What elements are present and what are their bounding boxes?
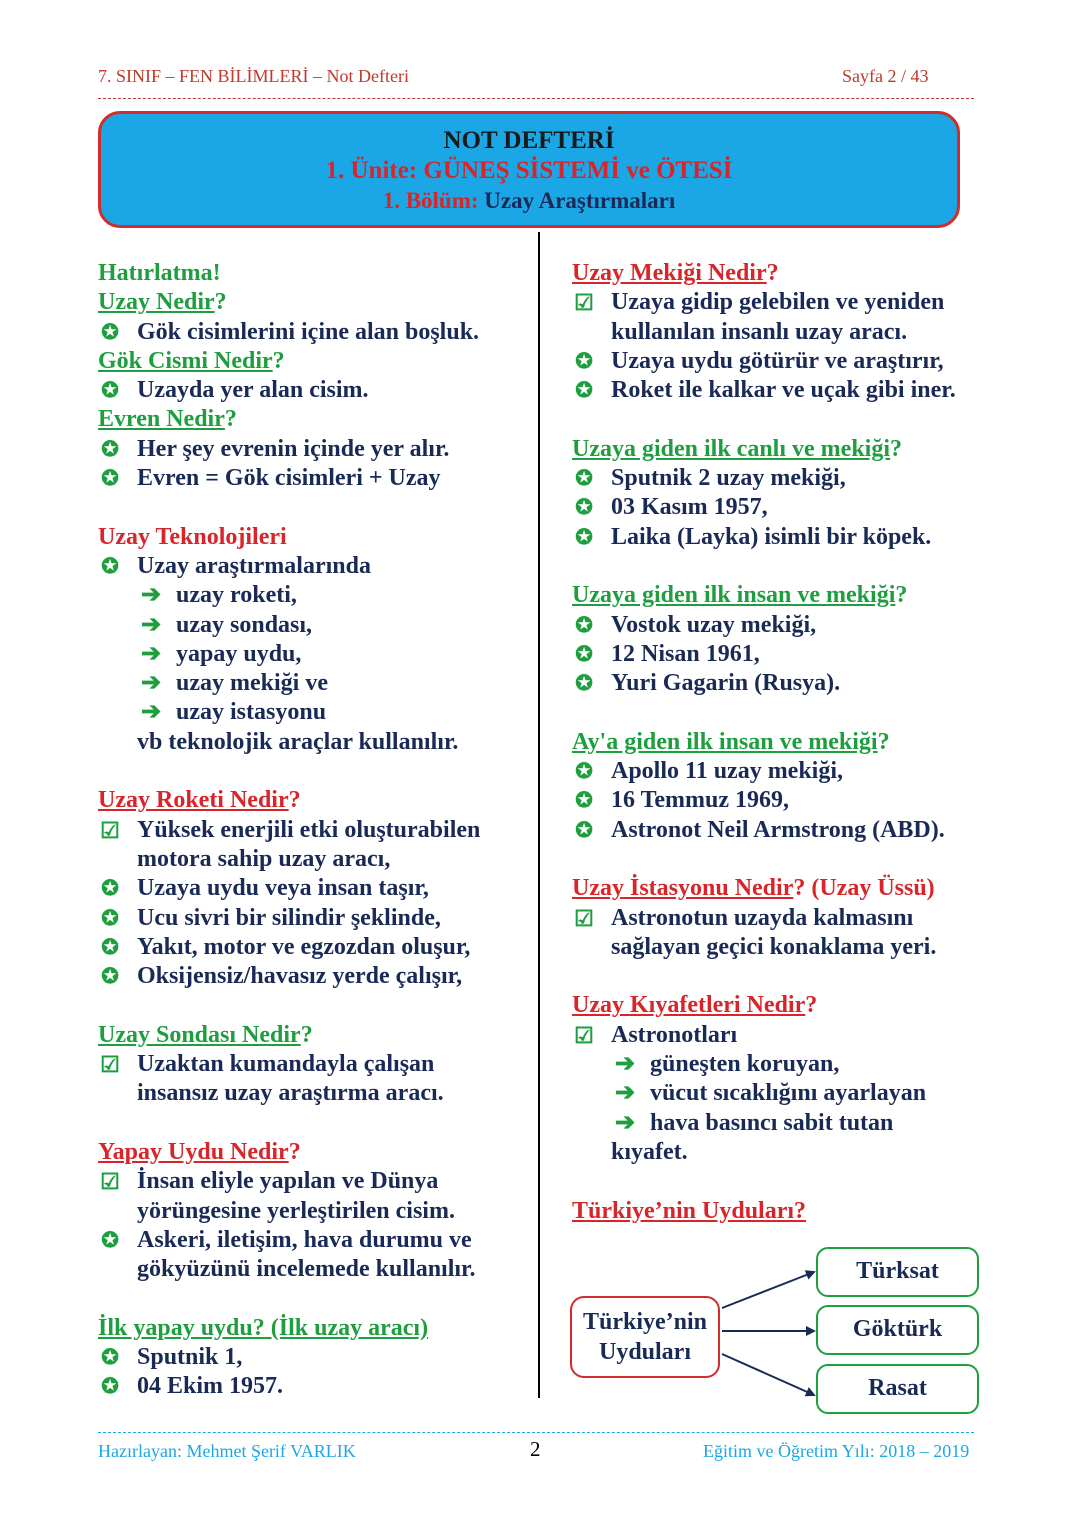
list-item: ✪ Apollo 11 uzay mekiği, bbox=[572, 757, 1012, 786]
text-line: vb teknolojik araçlar kullanılır. bbox=[137, 728, 459, 755]
arrow-right-icon: ➔ bbox=[140, 582, 162, 609]
sub-item: ➔ uzay sondası, bbox=[98, 611, 528, 640]
checkbox-icon: ☑ bbox=[100, 1169, 120, 1195]
question-heading: Gök Cismi Nedir? bbox=[98, 347, 285, 374]
checkbox-icon: ☑ bbox=[100, 1052, 120, 1078]
star-icon: ✪ bbox=[101, 436, 119, 461]
reminder-heading: Hatırlatma! bbox=[98, 260, 221, 286]
star-icon: ✪ bbox=[101, 466, 119, 491]
star-icon: ✪ bbox=[575, 641, 593, 666]
definition-item: ☑ Uzaktan kumandayla çalışan bbox=[98, 1050, 528, 1079]
star-icon: ✪ bbox=[101, 1227, 119, 1252]
question-heading: Yapay Uydu Nedir? bbox=[98, 1138, 301, 1165]
arrow-right-icon: ➔ bbox=[140, 699, 162, 726]
checkbox-icon: ☑ bbox=[100, 817, 120, 843]
list-item: ✪ 04 Ekim 1957. bbox=[98, 1372, 528, 1401]
page-indicator: Sayfa 2 / 43 bbox=[842, 66, 929, 86]
question-heading: Uzaya giden ilk insan ve mekiği? bbox=[572, 582, 908, 609]
left-column bbox=[98, 259, 528, 1402]
question-heading: Uzay Nedir? bbox=[98, 289, 227, 316]
star-icon: ✪ bbox=[575, 466, 593, 491]
arrow-right-icon: ➔ bbox=[614, 1109, 636, 1136]
list-item: ✪ Astronot Neil Armstrong (ABD). bbox=[572, 816, 1012, 845]
text-line: gökyüzünü incelemede kullanılır. bbox=[137, 1256, 476, 1283]
star-icon: ✪ bbox=[575, 348, 593, 373]
sub-item: ➔ yapay uydu, bbox=[98, 640, 528, 669]
star-icon: ✪ bbox=[101, 1344, 119, 1369]
list-item: ✪ Yakıt, motor ve egzozdan oluşur, bbox=[98, 933, 528, 962]
question-heading: Evren Nedir? bbox=[98, 406, 237, 433]
source-line: Türkiye’nin bbox=[582, 1309, 708, 1335]
definition-item: ☑ Uzaya gidip gelebilen ve yeniden bbox=[572, 288, 1012, 317]
list-item: ✪ Yuri Gagarin (Rusya). bbox=[572, 669, 1012, 698]
arrow-right-icon: ➔ bbox=[140, 611, 162, 638]
list-item: ✪ Ucu sivri bir silindir şeklinde, bbox=[98, 904, 528, 933]
star-icon: ✪ bbox=[101, 1374, 119, 1399]
star-icon: ✪ bbox=[575, 378, 593, 403]
text-line: sağlayan geçici konaklama yeri. bbox=[611, 933, 937, 960]
star-icon: ✪ bbox=[575, 495, 593, 520]
question-heading: Uzay Roketi Nedir? bbox=[98, 787, 301, 814]
star-icon: ✪ bbox=[101, 319, 119, 344]
star-icon: ✪ bbox=[575, 524, 593, 549]
page-number: 2 bbox=[530, 1437, 541, 1461]
question-heading: Uzay Kıyafetleri Nedir? bbox=[572, 992, 818, 1019]
arrow-to-rasat bbox=[722, 1354, 814, 1395]
text-line: kıyafet. bbox=[611, 1138, 688, 1165]
definition-item: ☑ Astronotun uzayda kalmasını bbox=[572, 904, 1012, 933]
footer-year: Eğitim ve Öğretim Yılı: 2018 – 2019 bbox=[703, 1441, 970, 1461]
unit-title: 1. Ünite: GÜNEŞ SİSTEMİ ve ÖTESİ bbox=[325, 157, 733, 184]
title-banner bbox=[98, 111, 960, 228]
right-column bbox=[572, 259, 1012, 1226]
list-item: ✪ Uzay araştırmalarında bbox=[98, 552, 528, 581]
sub-item: ➔ hava basıncı sabit tutan bbox=[572, 1109, 1012, 1138]
star-icon: ✪ bbox=[101, 964, 119, 989]
star-icon: ✪ bbox=[575, 671, 593, 696]
section-heading: Uzay Teknolojileri bbox=[98, 523, 287, 550]
sub-item: ➔ uzay mekiği ve bbox=[98, 669, 528, 698]
star-icon: ✪ bbox=[575, 759, 593, 784]
list-item: ✪ 03 Kasım 1957, bbox=[572, 493, 1012, 522]
list-item: ✪ Laika (Layka) isimli bir köpek. bbox=[572, 523, 1012, 552]
list-item: ✪ Uzayda yer alan cisim. bbox=[98, 376, 528, 405]
definition-item: ☑ İnsan eliyle yapılan ve Dünya bbox=[98, 1167, 528, 1196]
satellite-box-rasat: Rasat bbox=[816, 1364, 979, 1414]
star-icon: ✪ bbox=[101, 905, 119, 930]
list-item: ✪ Oksijensiz/havasız yerde çalışır, bbox=[98, 962, 528, 991]
star-icon: ✪ bbox=[101, 378, 119, 403]
list-item: ✪ Vostok uzay mekiği, bbox=[572, 611, 1012, 640]
diagram-source-box bbox=[570, 1296, 720, 1378]
arrow-right-icon: ➔ bbox=[614, 1080, 636, 1107]
text-line: insansız uzay araştırma aracı. bbox=[137, 1080, 444, 1107]
sub-item: ➔ uzay roketi, bbox=[98, 581, 528, 610]
list-item: ✪ Her şey evrenin içinde yer alır. bbox=[98, 435, 528, 464]
header-divider bbox=[98, 98, 974, 99]
section-title bbox=[101, 186, 957, 216]
question-heading: Uzay Mekiği Nedir? bbox=[572, 260, 779, 286]
list-item: ✪ Evren = Gök cisimleri + Uzay bbox=[98, 464, 528, 493]
checkbox-icon: ☑ bbox=[574, 290, 594, 316]
star-icon: ✪ bbox=[575, 788, 593, 813]
arrow-to-turksat bbox=[722, 1272, 814, 1308]
source-line: Uyduları bbox=[598, 1339, 691, 1365]
column-divider bbox=[538, 232, 540, 1398]
sub-item: ➔ vücut sıcaklığını ayarlayan bbox=[572, 1079, 1012, 1108]
checkbox-icon: ☑ bbox=[574, 1022, 594, 1048]
section-name: Uzay Araştırmaları bbox=[484, 188, 676, 213]
star-icon: ✪ bbox=[101, 553, 119, 578]
checkbox-icon: ☑ bbox=[574, 905, 594, 931]
list-item: ✪ Uzaya uydu götürür ve araştırır, bbox=[572, 347, 1012, 376]
arrow-right-icon: ➔ bbox=[614, 1051, 636, 1078]
header-title: 7. SINIF – FEN BİLİMLERİ – Not Defteri bbox=[98, 66, 409, 86]
section-label: 1. Bölüm: bbox=[382, 188, 479, 213]
arrow-right-icon: ➔ bbox=[140, 640, 162, 667]
footer-author: Hazırlayan: Mehmet Şerif VARLIK bbox=[98, 1441, 356, 1461]
list-item: ✪ Sputnik 1, bbox=[98, 1343, 528, 1372]
question-heading: Uzaya giden ilk canlı ve mekiği? bbox=[572, 435, 902, 462]
list-item: ✪ Uzaya uydu veya insan taşır, bbox=[98, 874, 528, 903]
footer-divider bbox=[98, 1432, 974, 1433]
question-heading: Ay'a giden ilk insan ve mekiği? bbox=[572, 728, 890, 755]
sub-item: ➔ güneşten koruyan, bbox=[572, 1050, 1012, 1079]
list-item: ✪ Gök cisimlerini içine alan boşluk. bbox=[98, 318, 528, 347]
text-line: yörüngesine yerleştirilen cisim. bbox=[137, 1197, 455, 1224]
list-item: ✪ Sputnik 2 uzay mekiği, bbox=[572, 464, 1012, 493]
text-line: motora sahip uzay aracı, bbox=[137, 845, 391, 872]
question-heading: Türkiye’nin Uyduları? bbox=[572, 1197, 807, 1224]
star-icon: ✪ bbox=[575, 817, 593, 842]
definition-item: ☑ Astronotları bbox=[572, 1021, 1012, 1050]
arrow-right-icon: ➔ bbox=[140, 670, 162, 697]
question-heading: Uzay İstasyonu Nedir? (Uzay Üssü) bbox=[572, 875, 935, 902]
question-heading: İlk yapay uydu? (İlk uzay aracı) bbox=[98, 1314, 429, 1341]
satellite-box-gokturk: Göktürk bbox=[816, 1305, 979, 1355]
star-icon: ✪ bbox=[101, 934, 119, 959]
notebook-title: NOT DEFTERİ bbox=[443, 127, 615, 154]
satellites-diagram bbox=[565, 1240, 995, 1425]
sub-item: ➔ uzay istasyonu bbox=[98, 698, 528, 727]
list-item: ✪ 16 Temmuz 1969, bbox=[572, 786, 1012, 815]
text-line: kullanılan insanlı uzay aracı. bbox=[611, 318, 908, 345]
star-icon: ✪ bbox=[575, 612, 593, 637]
list-item: ✪ Roket ile kalkar ve uçak gibi iner. bbox=[572, 376, 1012, 405]
star-icon: ✪ bbox=[101, 876, 119, 901]
list-item: ✪ Askeri, iletişim, hava durumu ve bbox=[98, 1226, 528, 1255]
question-heading: Uzay Sondası Nedir? bbox=[98, 1021, 313, 1048]
definition-item: ☑ Yüksek enerjili etki oluşturabilen bbox=[98, 816, 528, 845]
list-item: ✪ 12 Nisan 1961, bbox=[572, 640, 1012, 669]
satellite-box-turksat: Türksat bbox=[816, 1247, 979, 1297]
